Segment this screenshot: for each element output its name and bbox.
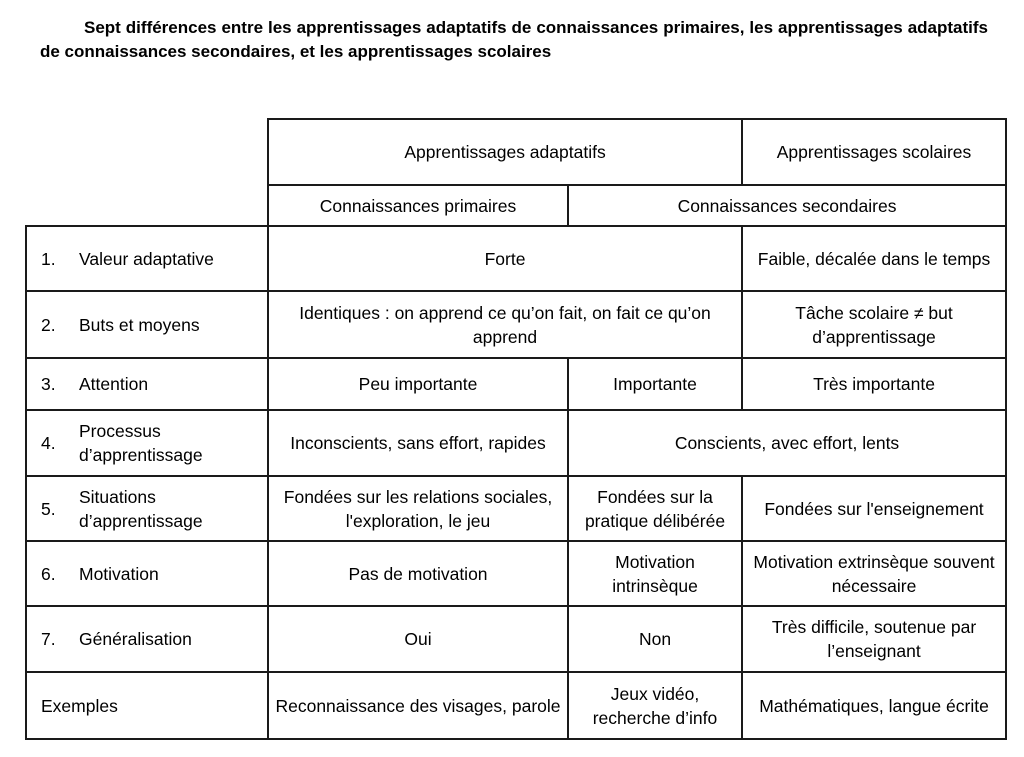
cell-scolaire: Mathématiques, langue écrite (742, 672, 1006, 739)
cell-scolaire: Très importante (742, 358, 1006, 410)
row-number: 1. (41, 248, 56, 269)
header-scolaires: Apprentissages scolaires (742, 119, 1006, 185)
comparison-table (25, 118, 1007, 740)
cell-primaire: Fondées sur les relations sociales, l'exploration, le jeu (268, 476, 568, 541)
table-row (26, 541, 1006, 606)
row-header (26, 410, 268, 476)
cell-secondaire-scolaire: Conscients, avec effort, lents (568, 410, 1006, 476)
cell-primaire: Pas de motivation (268, 541, 568, 606)
row-header (26, 606, 268, 672)
cell-secondaire: Jeux vidéo, recherche d’info (568, 672, 742, 739)
row-number: 3. (41, 374, 56, 394)
cell-secondaire: Non (568, 606, 742, 672)
cell-primaire: Inconscients, sans effort, rapides (268, 410, 568, 476)
cell-secondaire: Importante (568, 358, 742, 410)
row-label: Généralisation (79, 629, 192, 649)
row-label: Buts et moyens (79, 314, 200, 335)
row-label: Motivation (79, 563, 159, 584)
table-row (26, 226, 1006, 291)
row-number: 4. (41, 433, 56, 453)
cell-primaire: Peu importante (268, 358, 568, 410)
cell-adaptatifs: Forte (268, 226, 742, 291)
row-label: Processus d’apprentissage (79, 421, 203, 465)
cell-scolaire: Fondées sur l'enseignement (742, 476, 1006, 541)
header-primaires: Connaissances primaires (268, 185, 568, 226)
row-label: Attention (79, 374, 149, 394)
cell-scolaire: Motivation extrinsèque souvent nécessaire (742, 541, 1006, 606)
cell-primaire: Oui (268, 606, 568, 672)
header-adaptatifs: Apprentissages adaptatifs (268, 119, 742, 185)
row-header (26, 476, 268, 541)
cell-scolaire: Tâche scolaire ≠ but d’apprentissage (742, 291, 1006, 358)
table-row (26, 672, 1006, 739)
cell-primaire: Reconnaissance des visages, parole (268, 672, 568, 739)
row-header (26, 226, 268, 291)
row-label: Exemples (41, 695, 118, 716)
table-row (26, 358, 1006, 410)
row-label: Situations d’apprentissage (79, 486, 203, 531)
cell-scolaire: Faible, décalée dans le temps (742, 226, 1006, 291)
row-header (26, 541, 268, 606)
row-header (26, 291, 268, 358)
row-label: Valeur adaptative (79, 248, 214, 269)
row-header (26, 358, 268, 410)
cell-adaptatifs: Identiques : on apprend ce qu’on fait, on fait ce qu’on apprend (268, 291, 742, 358)
document-title: Sept différences entre les apprentissages adaptatifs de connaissances primaires, les apprentissages adaptatifs de connaissances secondaires, et les apprentissages scolaires (40, 18, 988, 61)
table-row (26, 606, 1006, 672)
table-row (26, 291, 1006, 358)
header-row-1 (26, 119, 1006, 185)
table-row (26, 476, 1006, 541)
cell-secondaire: Motivation intrinsèque (568, 541, 742, 606)
row-number: 2. (41, 314, 56, 335)
empty-corner-cell (26, 119, 268, 226)
row-number: 6. (41, 563, 56, 584)
row-number: 7. (41, 629, 56, 649)
cell-scolaire: Très difficile, soutenue par l’enseignant (742, 606, 1006, 672)
row-header (26, 672, 268, 739)
table-row (26, 410, 1006, 476)
row-number: 5. (41, 498, 56, 519)
cell-secondaire: Fondées sur la pratique délibérée (568, 476, 742, 541)
header-secondaires: Connaissances secondaires (568, 185, 1006, 226)
